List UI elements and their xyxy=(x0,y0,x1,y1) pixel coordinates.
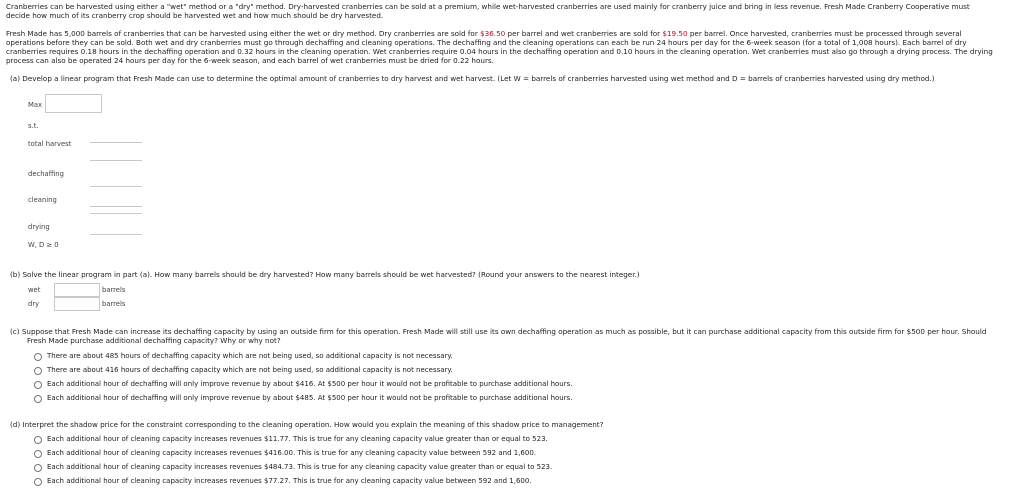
radio-d-1[interactable] xyxy=(34,436,42,444)
cleaning-answer-line[interactable] xyxy=(90,206,142,207)
problem-text: per barrel and wet cranberries are sold for xyxy=(505,29,663,38)
dry-unit: barrels xyxy=(102,300,126,308)
drying-answer-line[interactable] xyxy=(90,234,142,235)
part-b-prompt: (b) Solve the linear program in part (a). How many barrels should be dry harvested? How many barrels should be wet harvested? (Round your answers to the nearest integer.) xyxy=(10,270,640,279)
problem-line-1 xyxy=(6,29,962,38)
radio-d-3[interactable] xyxy=(34,464,42,472)
wet-barrels-input[interactable] xyxy=(54,283,100,297)
objective-input[interactable] xyxy=(45,94,102,113)
cleaning-rhs-line[interactable] xyxy=(90,213,142,214)
wet-unit: barrels xyxy=(102,286,126,294)
radio-d-2[interactable] xyxy=(34,450,42,458)
wet-price: $19.50 xyxy=(662,29,688,38)
total-harvest-answer-line[interactable] xyxy=(90,142,142,143)
radio-c-1[interactable] xyxy=(34,353,42,361)
problem-line-4: process can also be operated 24 hours per day for the 6-week season, and each barrel of wet cranberries must be dried for 0.22 hours. xyxy=(6,56,494,65)
constraint-label-cleaning: cleaning xyxy=(28,196,57,204)
problem-line-2: operations before they can be sold. Both wet and dry cranberries must go through dechaffing and cleaning operations. The dechaffing and the cleaning operations can each be run 24 hours per day for the 6-week season (for a total of 1,008 hours). Each barrel of dry xyxy=(6,38,967,47)
problem-text: Fresh Made has 5,000 barrels of cranberries that can be harvested using either the wet or dry method. Dry cranberries are sold for xyxy=(6,29,481,38)
constraint-label-drying: drying xyxy=(28,223,50,231)
part-c-prompt-2: Fresh Made purchase additional dechaffing capacity? Why or why not? xyxy=(27,336,281,345)
radio-c-2[interactable] xyxy=(34,367,42,375)
option-d-1: Each additional hour of cleaning capacity increases revenues $11.77. This is true for any cleaning capacity value greater than or equal to 523. xyxy=(47,435,548,443)
wet-label: wet xyxy=(28,286,41,294)
part-c-prompt-1: (c) Suppose that Fresh Made can increase its dechaffing capacity by using an outside firm for this operation. Fresh Made will still use its own dechaffing operation as much as possible, but it can purchase additional capacity from this outside firm for $500 per hour. Should xyxy=(10,327,987,336)
dechaffing-answer-line[interactable] xyxy=(90,160,142,161)
part-a-prompt: (a) Develop a linear program that Fresh Made can use to determine the optimal amount of cranberries to dry harvest and wet harvest. (Let W = barrels of cranberries harvested using wet method and D = barrels of cranberries harvested using dry method.) xyxy=(10,74,935,83)
option-d-2: Each additional hour of cleaning capacity increases revenues $416.00. This is true for any cleaning capacity value between 592 and 1,600. xyxy=(47,449,537,457)
radio-d-4[interactable] xyxy=(34,478,42,486)
problem-line-3: cranberries requires 0.18 hours in the dechaffing operation and 0.32 hours in the cleaning operation. Wet cranberries require 0.04 hours in the dechaffing operation and 0.10 hours in the cleaning operation. Wet cranberries must also go through a drying process. The drying xyxy=(6,47,993,56)
radio-c-3[interactable] xyxy=(34,381,42,389)
dry-price: $36.50 xyxy=(480,29,506,38)
option-d-4: Each additional hour of cleaning capacity increases revenues $77.27. This is true for any cleaning capacity value between 592 and 1,600. xyxy=(47,477,532,485)
intro-line-2: decide how much of its cranberry crop should be harvested wet and how much should be dry harvested. xyxy=(6,11,384,20)
dechaffing-rhs-line[interactable] xyxy=(90,186,142,187)
nonnegativity: W, D ≥ 0 xyxy=(28,241,59,249)
option-d-3: Each additional hour of cleaning capacity increases revenues $484.73. This is true for any cleaning capacity value greater than or equal to 523. xyxy=(47,463,553,471)
constraint-label-dechaffing: dechaffing xyxy=(28,170,64,178)
intro-line-1: Cranberries can be harvested using either a "wet" method or a "dry" method. Dry-harvested cranberries can be sold at a premium, while wet-harvested cranberries are used mainly for cranberry juice and bring in less revenue. Fresh Made Cranberry Cooperative must xyxy=(6,2,970,11)
option-c-2: There are about 416 hours of dechaffing capacity which are not being used, so additional capacity is not necessary. xyxy=(47,366,453,374)
dry-barrels-input[interactable] xyxy=(54,297,100,311)
problem-text: per barrel. Once harvested, cranberries must be processed through several xyxy=(687,29,962,38)
option-c-3: Each additional hour of dechaffing will only improve revenue by about $416. At $500 per hour it would not be profitable to purchase additional hours. xyxy=(47,380,573,388)
radio-c-4[interactable] xyxy=(34,395,42,403)
option-c-4: Each additional hour of dechaffing will only improve revenue by about $485. At $500 per hour it would not be profitable to purchase additional hours. xyxy=(47,394,573,402)
dry-label: dry xyxy=(28,300,40,308)
option-c-1: There are about 485 hours of dechaffing capacity which are not being used, so additional capacity is not necessary. xyxy=(47,352,453,360)
max-label: Max xyxy=(28,101,43,109)
st-label: s.t. xyxy=(28,122,39,130)
part-d-prompt: (d) Interpret the shadow price for the constraint corresponding to the cleaning operation. How would you explain the meaning of this shadow price to management? xyxy=(10,420,604,429)
constraint-label-total-harvest: total harvest xyxy=(28,140,72,148)
